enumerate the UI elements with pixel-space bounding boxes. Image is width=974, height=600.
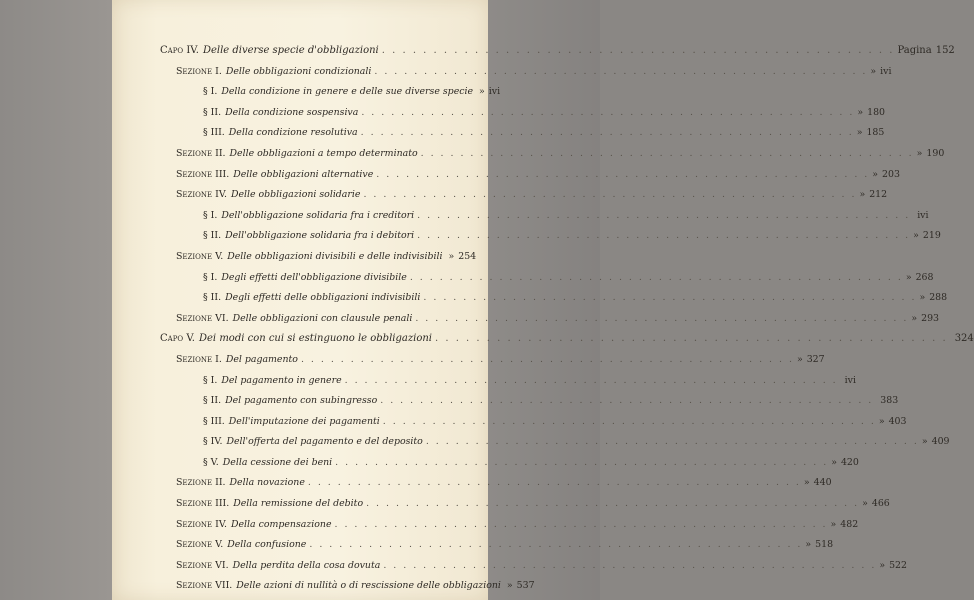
toc-entry [160, 165, 900, 186]
toc-entry-number: Sezione III. [176, 168, 230, 180]
toc-entry-title: Della condizione sospensiva [225, 106, 359, 118]
toc-entry-page-prefix: » [919, 292, 926, 304]
leader-dots: . . . . . . . . . . . . . . . . . . . . . . . . . . . . . . . . . . . . . . . . . . . . . . . . . . [425, 436, 919, 448]
toc-entry-page-prefix: » [913, 230, 919, 242]
toc-entry-title: Della compensazione [230, 518, 332, 530]
toc-entry-page-number: 466 [871, 498, 890, 510]
toc-entry-page-prefix: » [905, 271, 912, 283]
leader-dots: . . . . . . . . . . . . . . . . . . . . . . . . . . . . . . . . . . . . . . . . . . . . . . . . . . [307, 477, 801, 489]
toc-entry [160, 144, 945, 165]
toc-entry-number: § I. [203, 86, 218, 98]
toc-entry-page-prefix: » [506, 580, 513, 592]
toc-entry-page-number: 180 [867, 106, 886, 118]
leader-dots: . . . . . . . . . . . . . . . . . . . . . . . . . . . . . . . . . . . . . . . . . . . . . . . . . . [300, 353, 794, 365]
toc-entry-page-number: 403 [888, 415, 907, 427]
toc-entry-page-prefix: » [479, 86, 485, 98]
toc-entry-page-prefix: » [796, 353, 803, 365]
toc-entry [160, 309, 940, 330]
toc-entry [160, 391, 899, 412]
toc-entry-page-prefix: » [879, 559, 886, 571]
toc-entry-page-prefix: » [870, 65, 877, 77]
toc-entry-page-number: 288 [929, 292, 948, 304]
leader-dots: . . . . . . . . . . . . . . . . . . . . . . . . . . . . . . . . . . . . . . . . . . . . . . . . . . [363, 189, 857, 201]
leader-dots: . . . . . . . . . . . . . . . . . . . . . . . . . . . . . . . . . . . . . . . . . . . . . . . . . . [334, 518, 828, 530]
toc-entry-page-prefix: » [805, 539, 812, 551]
toc-entry-number: § II. [203, 292, 222, 304]
toc-entry-page-number: 293 [921, 312, 940, 324]
toc-entry-title: Delle obbligazioni solidarie [230, 189, 361, 201]
toc-entry-number: § III. [203, 415, 225, 427]
toc-entry-page-prefix: » [831, 456, 837, 468]
toc-entry-page-prefix: » [859, 189, 866, 201]
toc-entry-page-prefix: » [830, 518, 837, 530]
leader-dots: . . . . . . . . . . . . . . . . . . . . . . . . . . . . . . . . . . . . . . . . . . . . . . . . . . [409, 271, 903, 283]
book-page [112, 0, 974, 600]
toc-entry-number: § V. [203, 456, 219, 468]
toc-entry-page-number: 518 [815, 539, 834, 551]
toc-entry-number: § II. [203, 106, 222, 118]
leader-dots: . . . . . . . . . . . . . . . . . . . . . . . . . . . . . . . . . . . . . . . . . . . . . . . . . . [335, 456, 829, 468]
toc-entry-page-prefix: » [803, 477, 810, 489]
leader-dots: . . . . . . . . . . . . . . . . . . . . . . . . . . . . . . . . . . . . . . . . . . . . . . . . . . [374, 65, 868, 77]
toc-entry-number: Sezione II. [176, 147, 226, 159]
leader-dots: . . . . . . . . . . . . . . . . . . . . . . . . . . . . . . . . . . . . . . . . . . . . . . . . . . [309, 539, 803, 551]
toc-entry-title: Del pagamento in genere [221, 374, 342, 386]
toc-entry-page-prefix: » [857, 106, 864, 118]
toc-entry [160, 62, 892, 83]
toc-entry-number: Capo V. [160, 333, 195, 345]
toc-entry-title: Delle obbligazioni condizionali [225, 65, 372, 77]
toc-entry-page-prefix: » [856, 127, 863, 139]
toc-entry-page-number: 537 [516, 580, 535, 592]
leader-dots: . . . . . . . . . . . . . . . . . . . . . . . . . . . . . . . . . . . . . . . . . . . . . . . . . . [381, 45, 895, 56]
table-of-contents [160, 41, 974, 597]
toc-entry-number: Sezione VII. [176, 580, 233, 592]
toc-entry-page-number: 482 [840, 518, 859, 530]
leader-dots: . . . . . . . . . . . . . . . . . . . . . . . . . . . . . . . . . . . . . . . . . . . . . . . . . . [417, 209, 911, 221]
toc-entry [160, 41, 955, 62]
leader-dots: . . . . . . . . . . . . . . . . . . . . . . . . . . . . . . . . . . . . . . . . . . . . . . . . . . [376, 168, 870, 180]
toc-entry-page-number: 185 [866, 127, 885, 139]
toc-entry [160, 82, 501, 103]
toc-entry-page-number: 190 [926, 147, 945, 159]
toc-entry-number: § I. [203, 209, 218, 221]
toc-entry-page-number: ivi [488, 86, 501, 98]
toc-entry-title: Dell'obbligazione solidaria fra i creditori [221, 209, 415, 221]
toc-entry-page-number: 324 [954, 333, 974, 345]
toc-entry-title: Della condizione resolutiva [228, 127, 358, 139]
toc-entry [160, 103, 886, 124]
toc-entry-page-number: 219 [922, 230, 941, 242]
toc-entry-page-number: 440 [813, 477, 832, 489]
toc-entry-page-number: 268 [915, 271, 934, 283]
toc-entry-title: Dell'imputazione dei pagamenti [228, 415, 380, 427]
leader-dots: . . . . . . . . . . . . . . . . . . . . . . . . . . . . . . . . . . . . . . . . . . . . . . . . . . [434, 333, 948, 345]
toc-entry [160, 515, 859, 536]
toc-entry-number: Sezione I. [176, 65, 222, 77]
toc-entry [160, 350, 825, 371]
toc-entry-page-prefix: » [878, 415, 885, 427]
toc-entry [160, 576, 535, 597]
toc-entry-title: Della condizione in genere e delle sue diverse specie [221, 86, 474, 98]
toc-entry [160, 329, 974, 350]
leader-dots: . . . . . . . . . . . . . . . . . . . . . . . . . . . . . . . . . . . . . . . . . . . . . . . . . . [366, 498, 860, 510]
toc-entry [160, 206, 929, 227]
toc-entry-page-number: 254 [458, 250, 477, 262]
toc-entry-number: § I. [203, 271, 218, 283]
toc-entry-title: Del pagamento [225, 353, 298, 365]
toc-entry-page-number: 327 [806, 353, 825, 365]
toc-entry-title: Delle obbligazioni a tempo determinato [229, 147, 418, 159]
toc-entry-title: Della confusione [227, 539, 307, 551]
toc-entry-number: Sezione VI. [176, 559, 229, 571]
toc-entry-number: Sezione V. [176, 539, 224, 551]
toc-entry [160, 371, 856, 392]
toc-entry-title: Degli effetti dell'obbligazione divisibile [221, 271, 407, 283]
leader-dots: . . . . . . . . . . . . . . . . . . . . . . . . . . . . . . . . . . . . . . . . . . . . . . . . . . [360, 127, 854, 139]
toc-entry [160, 494, 890, 515]
toc-entry-page-prefix: » [916, 147, 923, 159]
toc-entry-number: Sezione II. [176, 477, 226, 489]
toc-entry-page-prefix: » [862, 498, 868, 510]
toc-entry-number: Sezione III. [176, 498, 230, 510]
toc-entry-page-number: 420 [840, 456, 859, 468]
toc-entry-number: § II. [203, 230, 222, 242]
toc-entry [160, 226, 941, 247]
toc-entry-number: Sezione IV. [176, 189, 227, 201]
toc-entry-number: § II. [203, 395, 222, 407]
background-left [0, 0, 112, 600]
leader-dots: . . . . . . . . . . . . . . . . . . . . . . . . . . . . . . . . . . . . . . . . . . . . . . . . . . [417, 230, 911, 242]
leader-dots: . . . . . . . . . . . . . . . . . . . . . . . . . . . . . . . . . . . . . . . . . . . . . . . . . . [420, 147, 914, 159]
toc-entry-number: Sezione VI. [176, 312, 229, 324]
toc-entry-number: Capo IV. [160, 45, 199, 56]
toc-entry-title: Della novazione [229, 477, 305, 489]
leader-dots: . . . . . . . . . . . . . . . . . . . . . . . . . . . . . . . . . . . . . . . . . . . . . . . . . . [380, 395, 874, 407]
toc-entry-title: Dell'obbligazione solidaria fra i debitori [225, 230, 415, 242]
toc-entry-page-number: 152 [935, 45, 955, 56]
toc-entry-number: § I. [203, 374, 218, 386]
toc-entry-title: Della remissione del debito [233, 498, 364, 510]
toc-entry-page-number: ivi [844, 374, 856, 386]
toc-entry-title: Degli effetti delle obbligazioni indivisibili [225, 292, 421, 304]
toc-entry [160, 453, 859, 474]
toc-entry [160, 268, 934, 289]
toc-entry-page-number: 522 [889, 559, 907, 571]
leader-dots: . . . . . . . . . . . . . . . . . . . . . . . . . . . . . . . . . . . . . . . . . . . . . . . . . . [383, 559, 877, 571]
leader-dots: . . . . . . . . . . . . . . . . . . . . . . . . . . . . . . . . . . . . . . . . . . . . . . . . . . [423, 292, 917, 304]
toc-entry [160, 556, 907, 577]
toc-entry [160, 185, 888, 206]
toc-entry-page-number: 383 [880, 395, 899, 407]
toc-entry-number: § III. [203, 127, 225, 139]
toc-entry-number: Sezione IV. [176, 518, 227, 530]
toc-entry-title: Delle azioni di nullità o di rescissione delle obbligazioni [236, 580, 501, 592]
toc-entry-title: Delle obbligazioni con clausule penali [232, 312, 413, 324]
toc-entry-page-number: 203 [882, 168, 900, 180]
leader-dots: . . . . . . . . . . . . . . . . . . . . . . . . . . . . . . . . . . . . . . . . . . . . . . . . . . [344, 374, 838, 386]
toc-entry-page-prefix: » [872, 168, 879, 180]
toc-entry [160, 473, 832, 494]
leader-dots: . . . . . . . . . . . . . . . . . . . . . . . . . . . . . . . . . . . . . . . . . . . . . . . . . . [361, 106, 855, 118]
toc-entry-title: Delle obbligazioni divisibili e delle indivisibili [227, 250, 443, 262]
toc-entry-number: Sezione V. [176, 250, 224, 262]
toc-entry [160, 247, 477, 268]
toc-entry [160, 412, 907, 433]
toc-entry-title: Del pagamento con subingresso [225, 395, 378, 407]
toc-entry-title: Della perdita della cosa dovuta [232, 559, 381, 571]
toc-entry [160, 432, 950, 453]
toc-entry-page-prefix: » [921, 436, 928, 448]
toc-entry-page-prefix: Pagina [897, 45, 932, 56]
toc-entry-page-number: 409 [931, 436, 950, 448]
toc-entry-title: Delle obbligazioni alternative [233, 168, 374, 180]
toc-entry-title: Dei modi con cui si estinguono le obbligazioni [199, 333, 432, 345]
toc-entry-page-number: ivi [917, 209, 929, 221]
toc-entry [160, 123, 885, 144]
toc-entry-title: Dell'offerta del pagamento e del deposito [226, 436, 423, 448]
leader-dots: . . . . . . . . . . . . . . . . . . . . . . . . . . . . . . . . . . . . . . . . . . . . . . . . . . [382, 415, 876, 427]
toc-entry-page-number: 212 [869, 189, 888, 201]
toc-entry-number: Sezione I. [176, 353, 222, 365]
toc-entry-page-prefix: » [448, 250, 455, 262]
toc-entry [160, 535, 834, 556]
toc-entry-title: Della cessione dei beni [222, 456, 333, 468]
toc-entry-page-number: ivi [880, 65, 892, 77]
toc-entry [160, 288, 948, 309]
toc-entry-title: Delle diverse specie d'obbligazioni [202, 45, 379, 56]
toc-entry-page-prefix: » [911, 312, 918, 324]
toc-entry-number: § IV. [203, 436, 223, 448]
leader-dots: . . . . . . . . . . . . . . . . . . . . . . . . . . . . . . . . . . . . . . . . . . . . . . . . . . [415, 312, 909, 324]
